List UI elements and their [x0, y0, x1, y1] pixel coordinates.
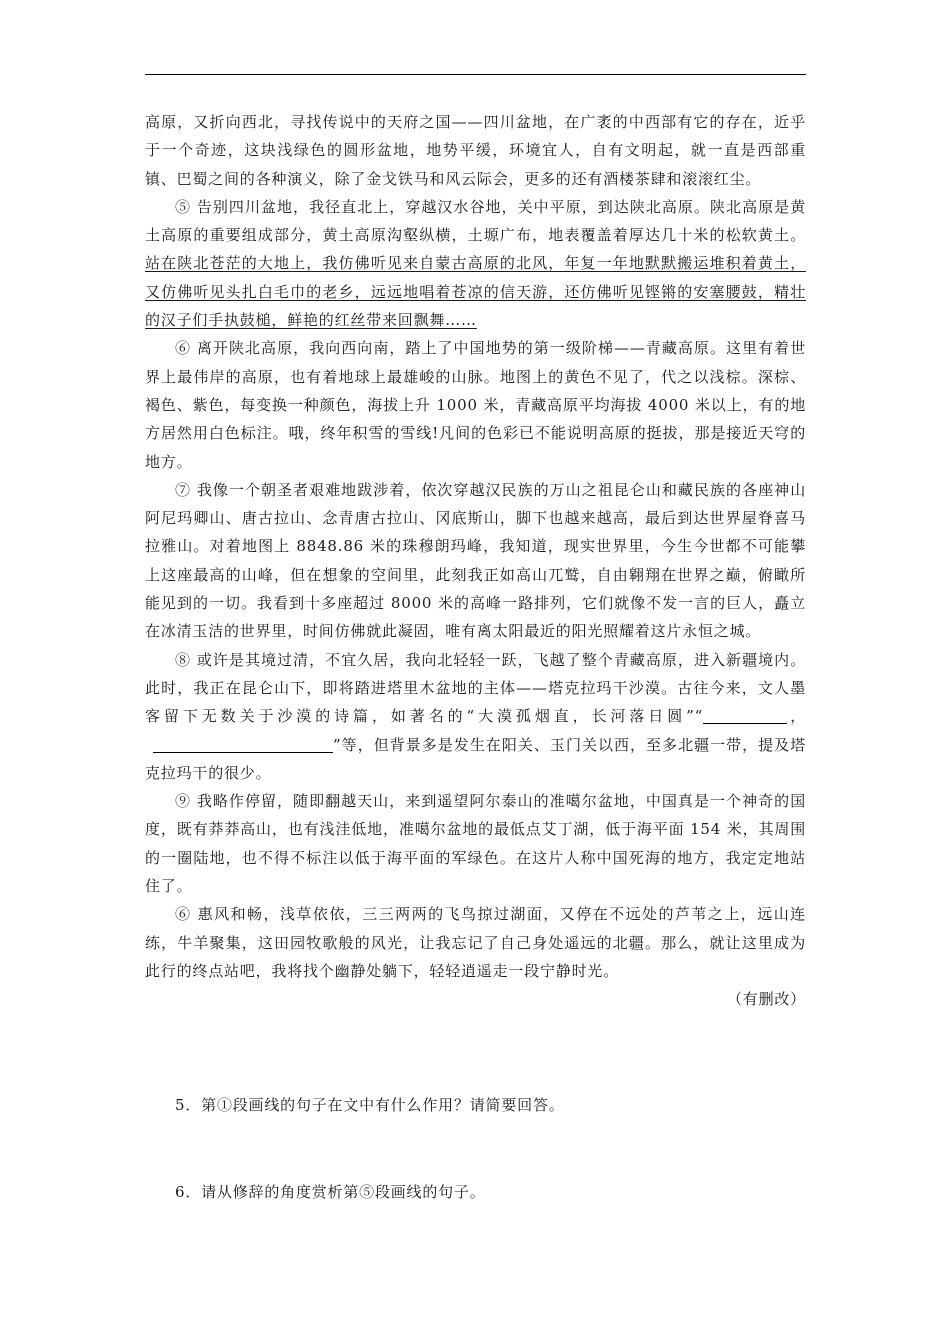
- paragraph-8-comma: ，: [787, 707, 806, 726]
- paragraph-5: [145, 193, 806, 334]
- paragraph-7: ⑦ 我像一个朝圣者艰难地跋涉着，依次穿越汉民族的万山之祖昆仑山和藏民族的各座神山阿尼玛卿山、唐古拉山、念青唐古拉山、冈底斯山，脚下也越来越高，最后到达世界屋脊喜马拉雅山。对着地图上 8848.86 米的珠穆朗玛峰，我知道，现实世界里，今生今世都不可能攀上这座最高的山峰，但在想象的空间里，此刻我正如高山兀鹫，自由翱翔在世界之巅，俯瞰所能见到的一切。我看到十多座超过 8000 米的高峰一路排列，它们就像不发一言的巨人，矗立在冰清玉洁的世界里，时间仿佛就此凝固，唯有离太阳最近的阳光照耀着这片永恒之城。: [145, 480, 806, 641]
- question-6: 6．请从修辞的角度赏析第⑤段画线的句子。: [175, 1183, 486, 1201]
- paragraph-8-text-a: ⑧ 或许是其境过清，不宜久居，我向北轻轻一跃，飞越了整个青藏高原，进入新疆境内。此时，我正在昆仑山下，即将踏进塔里木盆地的主体——塔克拉玛干沙漠。古往今来，文人墨客留下无数关于沙漠的诗篇，如著名的“大漠孤烟直，长河落日圆”“: [145, 650, 806, 726]
- article-body: [145, 108, 806, 1014]
- source-note: （有删改）: [726, 990, 806, 1009]
- answer-blank-1[interactable]: [703, 706, 787, 724]
- paragraph-5-text: ⑤ 告别四川盆地，我径直北上，穿越汉水谷地，关中平原，到达陕北高原。陕北高原是黄土高原的重要组成部分，黄土高原沟壑纵横，土塬广布，地表覆盖着厚达几十米的松软黄土。: [145, 197, 806, 245]
- paragraph-8-text-b: ”等，但背景多是发生在阳关、玉门关以西，至多北疆一带，提及塔克拉玛干的很少。: [145, 735, 806, 782]
- header-rule: [145, 74, 806, 75]
- paragraph-5-underlined-sentence: 站在陕北苍茫的大地上，我仿佛听见来自蒙古高原的北风，年复一年地默默搬运堆积着黄土，又仿佛听见头扎白毛巾的老乡，远远地唱着苍凉的信天游，还仿佛听见铿锵的安塞腰鼓，精壮的汉子们手执鼓槌，鲜艳的红丝带来回飘舞……: [145, 254, 806, 330]
- answer-blank-2[interactable]: [153, 735, 333, 753]
- question-5: 5．第①段画线的句子在文中有什么作用？请简要回答。: [175, 1096, 565, 1114]
- paragraph-4-tail: 高原，又折向西北，寻找传说中的天府之国——四川盆地，在广袤的中西部有它的存在，近乎于一个奇迹，这块浅绿色的圆形盆地，地势平缓，环境宜人，自有文明起，就一直是西部重镇、巴蜀之间的各种演义，除了金戈铁马和风云际会，更多的还有酒楼茶肆和滚滚红尘。: [145, 113, 806, 188]
- paragraph-6: ⑥ 离开陕北高原，我向西向南，踏上了中国地势的第一级阶梯——青藏高原。这里有着世界上最伟岸的高原，也有着地球上最雄峻的山脉。地图上的黄色不见了，代之以浅棕。深棕、褐色、紫色，每变换一种颜色，海拔上升 1000 米，青藏高原平均海拔 4000 米以上，有的地方居然用白色标注。哦，终年积雪的雪线!凡间的色彩已不能说明高原的挺拔，那是接近天穹的地方。: [145, 339, 806, 471]
- paragraph-10: ⑥ 惠风和畅，浅草依依，三三两两的飞鸟掠过湖面，又停在不远处的芦苇之上，远山连练，牛羊聚集，这田园牧歌般的风光，让我忘记了自己身处遥远的北疆。那么，就让这里成为此行的终点站吧，我将找个幽静处躺下，轻轻逍遥走一段宁静时光。: [145, 905, 806, 980]
- paragraph-8: [145, 646, 806, 787]
- paragraph-9: ⑨ 我略作停留，随即翻越天山，来到遥望阿尔泰山的准噶尔盆地，中国真是一个神奇的国度，既有莽莽高山，也有浅洼低地，准噶尔盆地的最低点艾丁湖，低于海平面 154 米，其周围的一圈陆地，也不得不标注以低于海平面的军绿色。在这片人称中国死海的地方，我定定地站住了。: [145, 792, 806, 896]
